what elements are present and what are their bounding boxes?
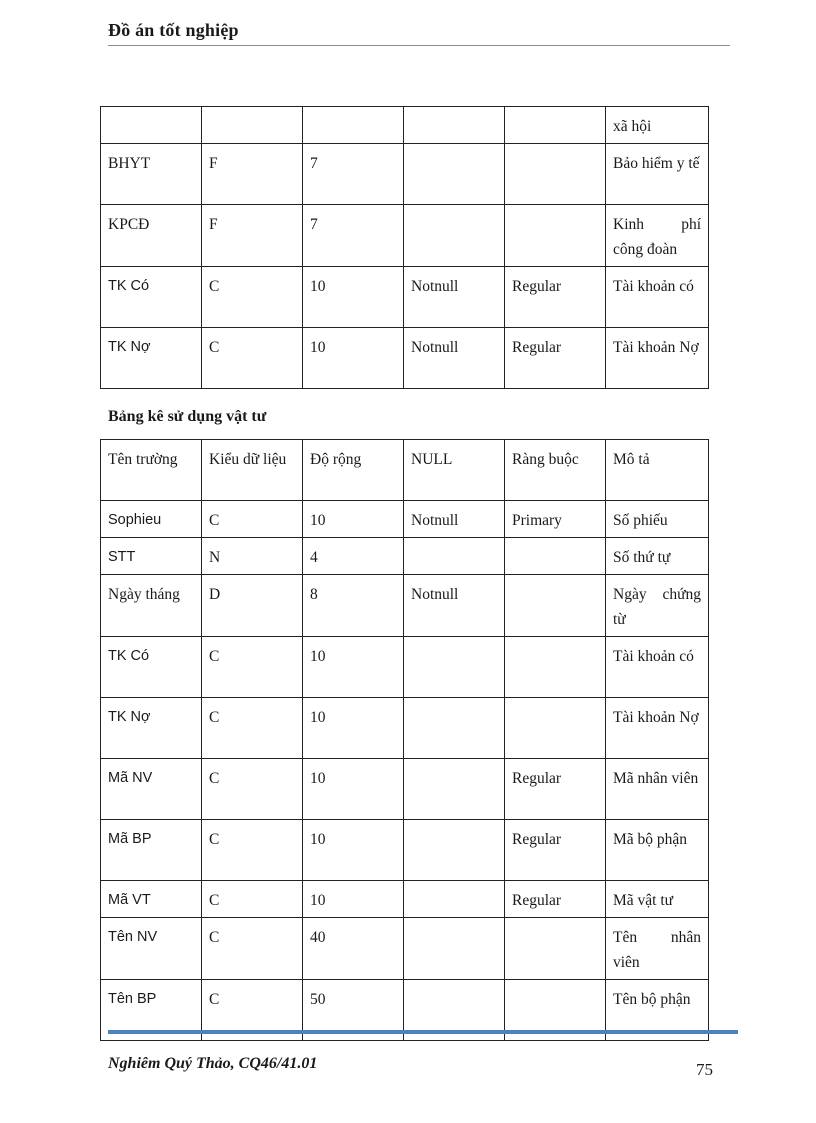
- table-cell: C: [202, 501, 303, 538]
- table-cell: TK Nợ: [101, 328, 202, 389]
- table-header-row: [101, 440, 709, 501]
- table-cell: Mã nhân viên: [606, 759, 709, 820]
- table-row: [101, 637, 709, 698]
- table-cell: Regular: [505, 759, 606, 820]
- table-cell: [505, 107, 606, 144]
- table-cell: 7: [303, 205, 404, 267]
- table-cell: Notnull: [404, 328, 505, 389]
- material-usage-table-body: [101, 501, 709, 1041]
- table-cell: Regular: [505, 881, 606, 918]
- table-cell: [505, 918, 606, 980]
- table-cell: [202, 107, 303, 144]
- table-row: [101, 698, 709, 759]
- table-cell: 10: [303, 698, 404, 759]
- column-header: Kiểu dữ liệu: [202, 440, 303, 501]
- table-cell: 4: [303, 538, 404, 575]
- table-cell: Ngày chứng từ: [606, 575, 709, 637]
- table-cell: C: [202, 918, 303, 980]
- table-cell: 10: [303, 820, 404, 881]
- table-cell: Mã bộ phận: [606, 820, 709, 881]
- column-header: Ràng buộc: [505, 440, 606, 501]
- material-usage-table-header: [101, 440, 709, 501]
- table-cell: Regular: [505, 820, 606, 881]
- column-header: Tên trường: [101, 440, 202, 501]
- footer-author: Nghiêm Quý Thảo, CQ46/41.01: [108, 1055, 318, 1072]
- table-cell: Tên BP: [101, 980, 202, 1041]
- table-cell: [404, 820, 505, 881]
- page-number: 75: [696, 1060, 713, 1079]
- table-cell: F: [202, 205, 303, 267]
- table-row: [101, 144, 709, 205]
- table-cell: TK Có: [101, 267, 202, 328]
- table-cell: xã hội: [606, 107, 709, 144]
- table-cell: [303, 107, 404, 144]
- table-cell: KPCĐ: [101, 205, 202, 267]
- header-divider: [108, 45, 730, 46]
- table-cell: Tài khoản có: [606, 637, 709, 698]
- section-title: Bảng kê sử dụng vật tư: [108, 408, 267, 425]
- table-row: [101, 881, 709, 918]
- table-cell: [505, 144, 606, 205]
- table-cell: [404, 107, 505, 144]
- page-header-title: Đồ án tốt nghiệp: [108, 20, 239, 40]
- table-cell: 10: [303, 759, 404, 820]
- table-cell: TK Nợ: [101, 698, 202, 759]
- table-row: [101, 328, 709, 389]
- material-usage-table: [100, 439, 709, 1041]
- table-cell: [404, 538, 505, 575]
- table-cell: Notnull: [404, 267, 505, 328]
- table-cell: C: [202, 759, 303, 820]
- table-cell: Tên NV: [101, 918, 202, 980]
- table-cell: [404, 759, 505, 820]
- table-cell: [404, 881, 505, 918]
- table-cell: C: [202, 881, 303, 918]
- table-cell: 10: [303, 637, 404, 698]
- table-cell: C: [202, 267, 303, 328]
- table-cell: 10: [303, 267, 404, 328]
- table-cell: [404, 205, 505, 267]
- footer-divider: [108, 1030, 738, 1034]
- table-cell: [404, 144, 505, 205]
- table-cell: Regular: [505, 267, 606, 328]
- table-cell: Tài khoản Nợ: [606, 698, 709, 759]
- table-cell: 10: [303, 328, 404, 389]
- table-cell: Notnull: [404, 501, 505, 538]
- table-cell: Tài khoản có: [606, 267, 709, 328]
- table-cell: 8: [303, 575, 404, 637]
- table-cell: Mã VT: [101, 881, 202, 918]
- table-cell: C: [202, 698, 303, 759]
- table-cell: Ngày tháng: [101, 575, 202, 637]
- table-cell: [505, 698, 606, 759]
- table-cell: Tên nhân viên: [606, 918, 709, 980]
- table-cell: Kinh phí công đoàn: [606, 205, 709, 267]
- table-cell: Mã NV: [101, 759, 202, 820]
- column-header: Mô tả: [606, 440, 709, 501]
- table-cell: [505, 637, 606, 698]
- table-cell: Regular: [505, 328, 606, 389]
- table-cell: C: [202, 637, 303, 698]
- table-cell: [505, 575, 606, 637]
- table-row: [101, 759, 709, 820]
- field-table-continued-body: [101, 107, 709, 389]
- table-cell: Bảo hiểm y tế: [606, 144, 709, 205]
- table-cell: Sophieu: [101, 501, 202, 538]
- field-table-continued: [100, 106, 709, 389]
- table-cell: 40: [303, 918, 404, 980]
- table-cell: STT: [101, 538, 202, 575]
- table-row: [101, 267, 709, 328]
- table-cell: C: [202, 820, 303, 881]
- table-cell: [101, 107, 202, 144]
- table-cell: C: [202, 328, 303, 389]
- table-row: [101, 820, 709, 881]
- table-cell: 10: [303, 501, 404, 538]
- table-cell: 50: [303, 980, 404, 1041]
- table-cell: 10: [303, 881, 404, 918]
- table-cell: Tài khoản Nợ: [606, 328, 709, 389]
- table-row: [101, 575, 709, 637]
- table-row: [101, 501, 709, 538]
- table-cell: BHYT: [101, 144, 202, 205]
- table-cell: [505, 538, 606, 575]
- table-cell: [404, 918, 505, 980]
- table-cell: [505, 205, 606, 267]
- column-header: Độ rộng: [303, 440, 404, 501]
- table-cell: C: [202, 980, 303, 1041]
- table-cell: Số thứ tự: [606, 538, 709, 575]
- table-cell: Tên bộ phận: [606, 980, 709, 1041]
- table-cell: Mã vật tư: [606, 881, 709, 918]
- table-cell: [404, 698, 505, 759]
- table-row: [101, 107, 709, 144]
- table-cell: Mã BP: [101, 820, 202, 881]
- table-cell: Primary: [505, 501, 606, 538]
- table-cell: Notnull: [404, 575, 505, 637]
- table-cell: Số phiếu: [606, 501, 709, 538]
- table-cell: N: [202, 538, 303, 575]
- table-row: [101, 538, 709, 575]
- column-header: NULL: [404, 440, 505, 501]
- table-cell: TK Có: [101, 637, 202, 698]
- table-cell: 7: [303, 144, 404, 205]
- table-cell: F: [202, 144, 303, 205]
- table-cell: D: [202, 575, 303, 637]
- table-cell: [404, 637, 505, 698]
- table-row: [101, 205, 709, 267]
- table-row: [101, 918, 709, 980]
